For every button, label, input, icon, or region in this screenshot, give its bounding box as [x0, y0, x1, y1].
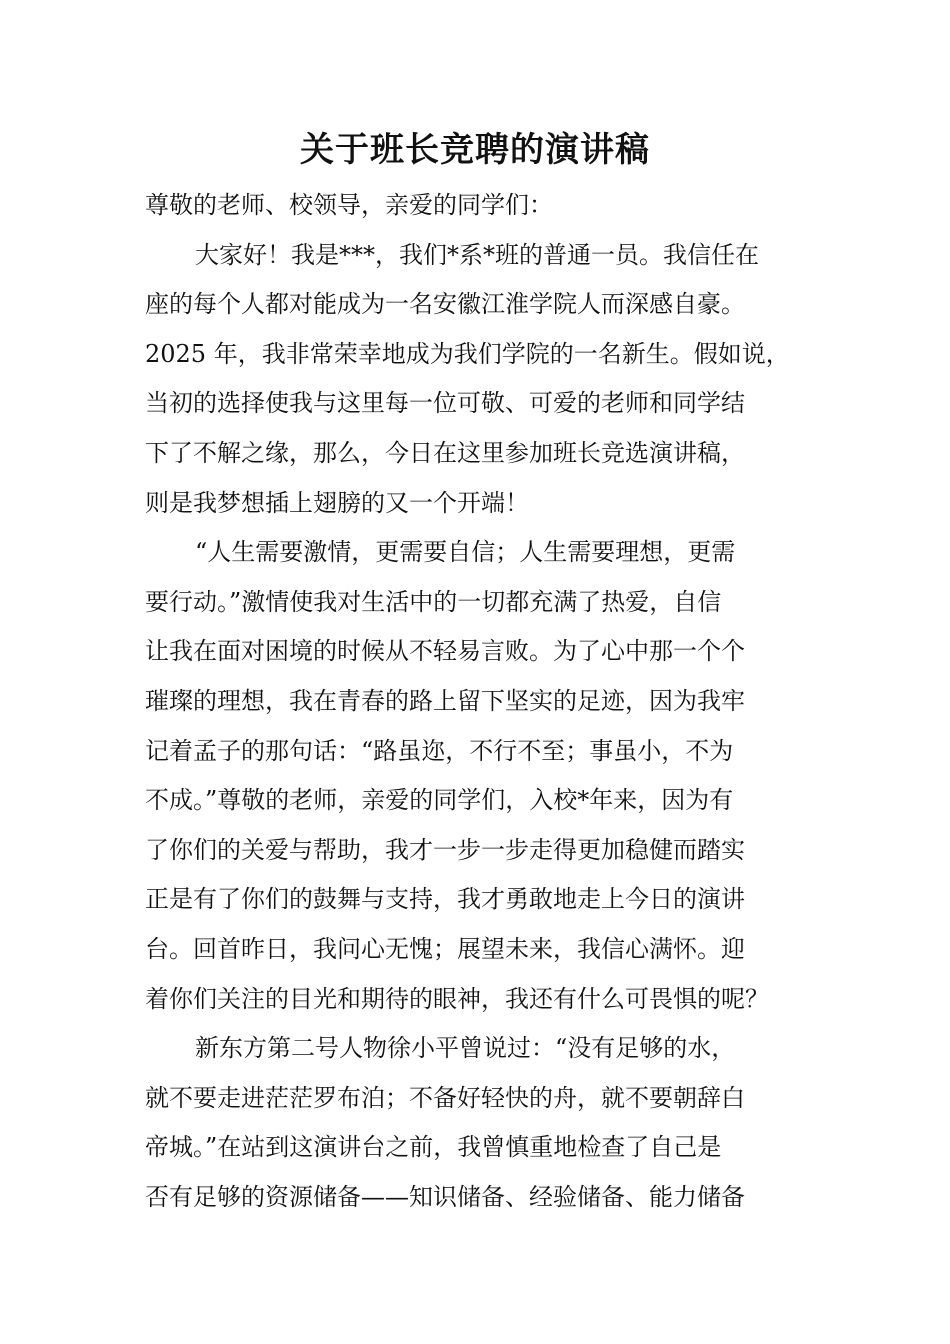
- paragraph-2-line-5: 记着孟子的那句话：“路虽迩，不行不至；事虽小，不为: [145, 736, 734, 765]
- paragraph-3-line-4: 否有足够的资源储备——知识储备、经验储备、能力储备: [145, 1182, 745, 1211]
- paragraph-2-line-1: “人生需要激情，更需要自信；人生需要理想，更需: [195, 538, 736, 567]
- paragraph-2-line-6: 不成。”尊敬的老师，亲爱的同学们，入校*年来，因为有: [145, 786, 734, 815]
- salutation-line: 尊敬的老师、校领导，亲爱的同学们：: [145, 191, 553, 219]
- paragraph-1-line-3: 2025 年，我非常荣幸地成为我们学院的一名新生。假如说，: [145, 339, 790, 368]
- paragraph-2-line-4: 璀璨的理想，我在青春的路上留下坚实的足迹，因为我牢: [145, 686, 745, 715]
- document-body: [145, 181, 820, 1222]
- paragraph-2-line-9: 台。回首昨日，我问心无愧；展望未来，我信心满怀。迎: [145, 934, 745, 963]
- paragraph-3-line-3: 帝城。”在站到这演讲台之前，我曾慎重地检查了自己是: [145, 1133, 722, 1162]
- document-title: 关于班长竞聘的演讲稿: [300, 130, 650, 170]
- paragraph-2-line-2: 要行动。”激情使我对生活中的一切都充满了热爱，自信: [145, 587, 722, 616]
- paragraph-2-line-3: 让我在面对困境的时候从不轻易言败。为了心中那一个个: [145, 637, 745, 666]
- paragraph-2-line-7: 了你们的关爱与帮助，我才一步一步走得更加稳健而踏实: [145, 835, 745, 864]
- paragraph-3-line-1: 新东方第二号人物徐小平曾说过：“没有足够的水，: [195, 1034, 736, 1063]
- paragraph-1-line-1: 大家好！我是***，我们*系*班的普通一员。我信任在: [195, 240, 759, 269]
- paragraph-1-line-5: 下了不解之缘，那么，今日在这里参加班长竞选演讲稿，: [145, 438, 745, 467]
- paragraph-1-line-6: 则是我梦想插上翅膀的又一个开端！: [145, 488, 529, 517]
- paragraph-3-line-2: 就不要走进茫茫罗布泊；不备好轻快的舟，就不要朝辞白: [145, 1083, 745, 1112]
- paragraph-2-line-10: 着你们关注的目光和期待的眼神，我还有什么可畏惧的呢？: [145, 984, 769, 1013]
- paragraph-1-line-4: 当初的选择使我与这里每一位可敬、可爱的老师和同学结: [145, 389, 745, 418]
- paragraph-1-line-2: 座的每个人都对能成为一名安徽江淮学院人而深感自豪。: [145, 290, 745, 319]
- paragraph-2-line-8: 正是有了你们的鼓舞与支持，我才勇敢地走上今日的演讲: [145, 885, 745, 914]
